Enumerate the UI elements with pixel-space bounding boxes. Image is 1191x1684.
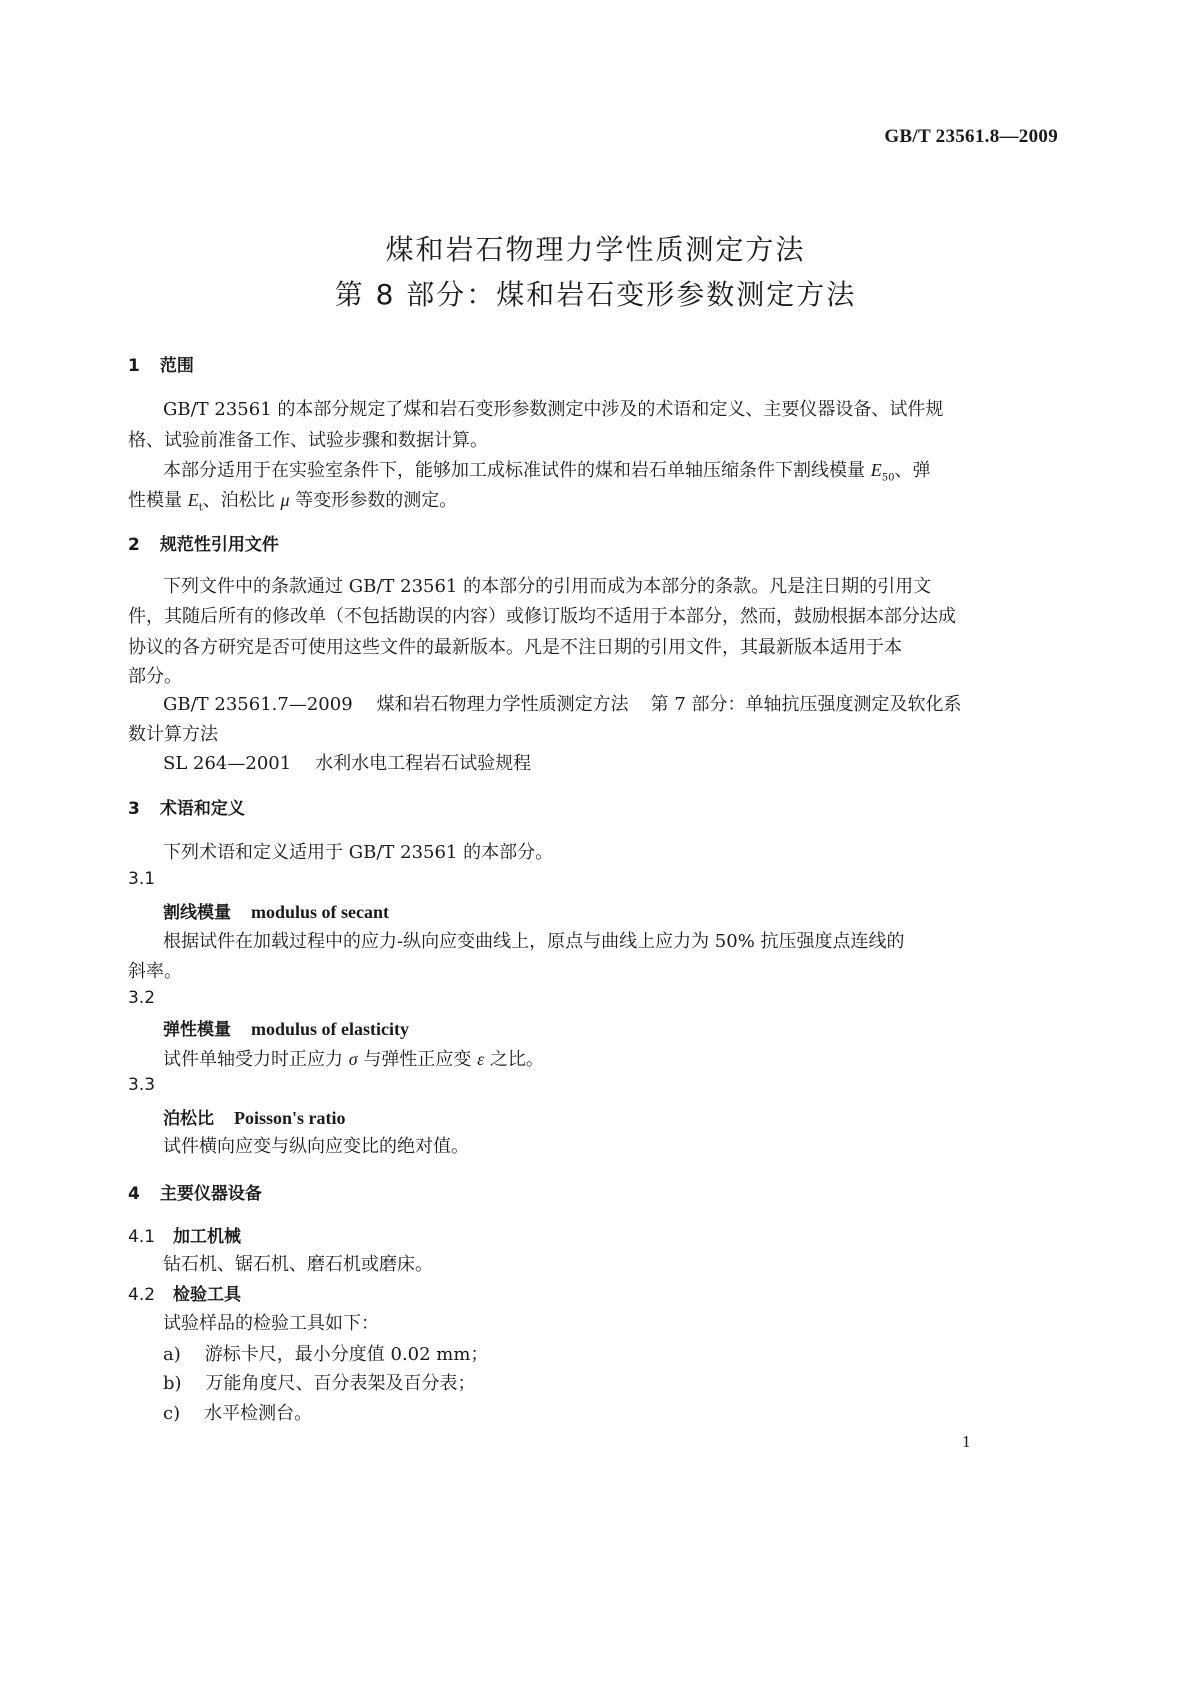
- subsection-4-2-intro: 试验样品的检验工具如下：: [163, 1313, 379, 1334]
- symbol-mu: μ: [280, 490, 290, 510]
- section-1-number: 1: [128, 356, 140, 376]
- subsection-4-1-title: 加工机械: [173, 1227, 242, 1247]
- s1-p2-text-d: 、泊松比: [202, 490, 281, 511]
- subscript-t: t: [198, 502, 203, 514]
- subsection-4-2-title: 检验工具: [173, 1285, 242, 1305]
- subscript-50: 50: [881, 472, 895, 484]
- symbol-sigma: σ: [348, 1049, 358, 1069]
- term-3-3-definition: 试件横向应变与纵向应变比的绝对值。: [163, 1136, 469, 1157]
- term-3-1-chinese: 割线模量: [163, 903, 231, 923]
- reference-1-title: 煤和岩石物理力学性质测定方法: [376, 694, 629, 715]
- reference-1: [163, 690, 962, 716]
- title-line-2: 第 8 部分：煤和岩石变形参数测定方法: [334, 278, 857, 311]
- term-3-2-english: modulus of elasticity: [251, 1019, 410, 1039]
- list-item-label: b): [163, 1373, 182, 1394]
- term-3-3-chinese: 泊松比: [163, 1109, 214, 1129]
- subsection-4-2-heading: [128, 1280, 241, 1305]
- symbol-E: E: [187, 490, 199, 510]
- list-item: [163, 1340, 488, 1366]
- list-item-label: a): [163, 1344, 181, 1365]
- term-3-1-english: modulus of secant: [251, 902, 390, 922]
- term-3-2-definition: [163, 1045, 544, 1071]
- section-2-heading: [128, 530, 279, 555]
- term-3-1-number: 3.1: [128, 869, 156, 889]
- s2-p-line4: 部分。: [128, 666, 182, 687]
- list-item-label: c): [163, 1403, 181, 1424]
- s1-p2-text-b: 、弹: [894, 460, 931, 481]
- section-2-title: 规范性引用文件: [159, 535, 279, 555]
- reference-2: [163, 749, 531, 775]
- s1-p1-line1: GB/T 23561 的本部分规定了煤和岩石变形参数测定中涉及的术语和定义、主要仪器设备、试件规: [163, 399, 944, 420]
- term-3-3-english: Poisson's ratio: [234, 1108, 346, 1128]
- section-4-number: 4: [128, 1184, 140, 1204]
- title-line-1: 煤和岩石物理力学性质测定方法: [385, 233, 806, 266]
- section-3-title: 术语和定义: [159, 799, 245, 819]
- list-item: [163, 1369, 476, 1395]
- reference-2-code: SL 264—2001: [163, 753, 292, 774]
- term-3-1-definition-line2: 斜率。: [128, 961, 182, 982]
- s1-p2-line2: [128, 486, 457, 514]
- s2-p-line3: 协议的各方研究是否可使用这些文件的最新版本。凡是不注日期的引用文件，其最新版本适用于本: [128, 637, 902, 658]
- reference-2-title: 水利水电工程岩石试验规程: [315, 753, 532, 774]
- symbol-E: E: [870, 460, 882, 480]
- section-3-number: 3: [128, 799, 140, 819]
- standard-code: GB/T 23561.8—2009: [884, 126, 1058, 147]
- s1-p2-text-e: 等变形参数的测定。: [289, 490, 458, 511]
- s1-p2-text-a: 本部分适用于在实验室条件下，能够加工成标准试件的煤和岩石单轴压缩条件下割线模量: [163, 460, 871, 481]
- term-3-2-chinese: 弹性模量: [163, 1020, 231, 1040]
- subsection-4-1-heading: [128, 1222, 241, 1247]
- s1-p2-text-c: 性模量: [128, 490, 188, 511]
- section-3-heading: [128, 794, 245, 819]
- s1-p1-line2: 格、试验前准备工作、试验步骤和数据计算。: [128, 430, 488, 451]
- section-1-title: 范围: [159, 356, 194, 376]
- section-2-number: 2: [128, 535, 140, 555]
- s2-p-line2: 件，其随后所有的修改单（不包括勘误的内容）或修订版均不适用于本部分，然而，鼓励根据本部分达成: [128, 606, 956, 627]
- term-3-2-def-a: 试件单轴受力时正应力: [163, 1049, 349, 1070]
- section-4-heading: [128, 1179, 262, 1204]
- term-3-3: [163, 1104, 346, 1129]
- list-item-text: 游标卡尺，最小分度值 0.02 mm；: [204, 1344, 489, 1365]
- term-3-1: [163, 898, 389, 923]
- s3-intro: 下列术语和定义适用于 GB/T 23561 的本部分。: [163, 842, 554, 863]
- term-3-2-def-b: 与弹性正应变: [357, 1049, 478, 1070]
- s2-p-line1: 下列文件中的条款通过 GB/T 23561 的本部分的引用而成为本部分的条款。凡是注日期的引用文: [163, 576, 932, 597]
- section-1-heading: [128, 351, 194, 376]
- term-3-2-def-c: 之比。: [484, 1049, 544, 1070]
- symbol-epsilon: ε: [477, 1049, 485, 1069]
- subsection-4-1-text: 钻石机、锯石机、磨石机或磨床。: [163, 1254, 433, 1275]
- reference-1-part: 第 7 部分：单轴抗压强度测定及软化系: [650, 694, 962, 715]
- list-item-text: 水平检测台。: [204, 1403, 313, 1424]
- section-4-title: 主要仪器设备: [159, 1184, 262, 1204]
- list-item-text: 万能角度尺、百分表架及百分表；: [205, 1373, 476, 1394]
- term-3-3-number: 3.3: [128, 1075, 156, 1095]
- s1-p2-line1: [163, 456, 930, 484]
- reference-1-code: GB/T 23561.7—2009: [163, 694, 353, 715]
- term-3-1-definition-line1: 根据试件在加载过程中的应力-纵向应变曲线上，原点与曲线上应力为 50% 抗压强度点连线的: [163, 931, 905, 952]
- reference-1-line2: 数计算方法: [128, 724, 218, 745]
- term-3-2: [163, 1015, 409, 1040]
- page-number: 1: [962, 1432, 971, 1451]
- list-item: [163, 1399, 312, 1425]
- subsection-4-2-number: 4.2: [128, 1285, 156, 1305]
- subsection-4-1-number: 4.1: [128, 1227, 156, 1247]
- term-3-2-number: 3.2: [128, 988, 156, 1008]
